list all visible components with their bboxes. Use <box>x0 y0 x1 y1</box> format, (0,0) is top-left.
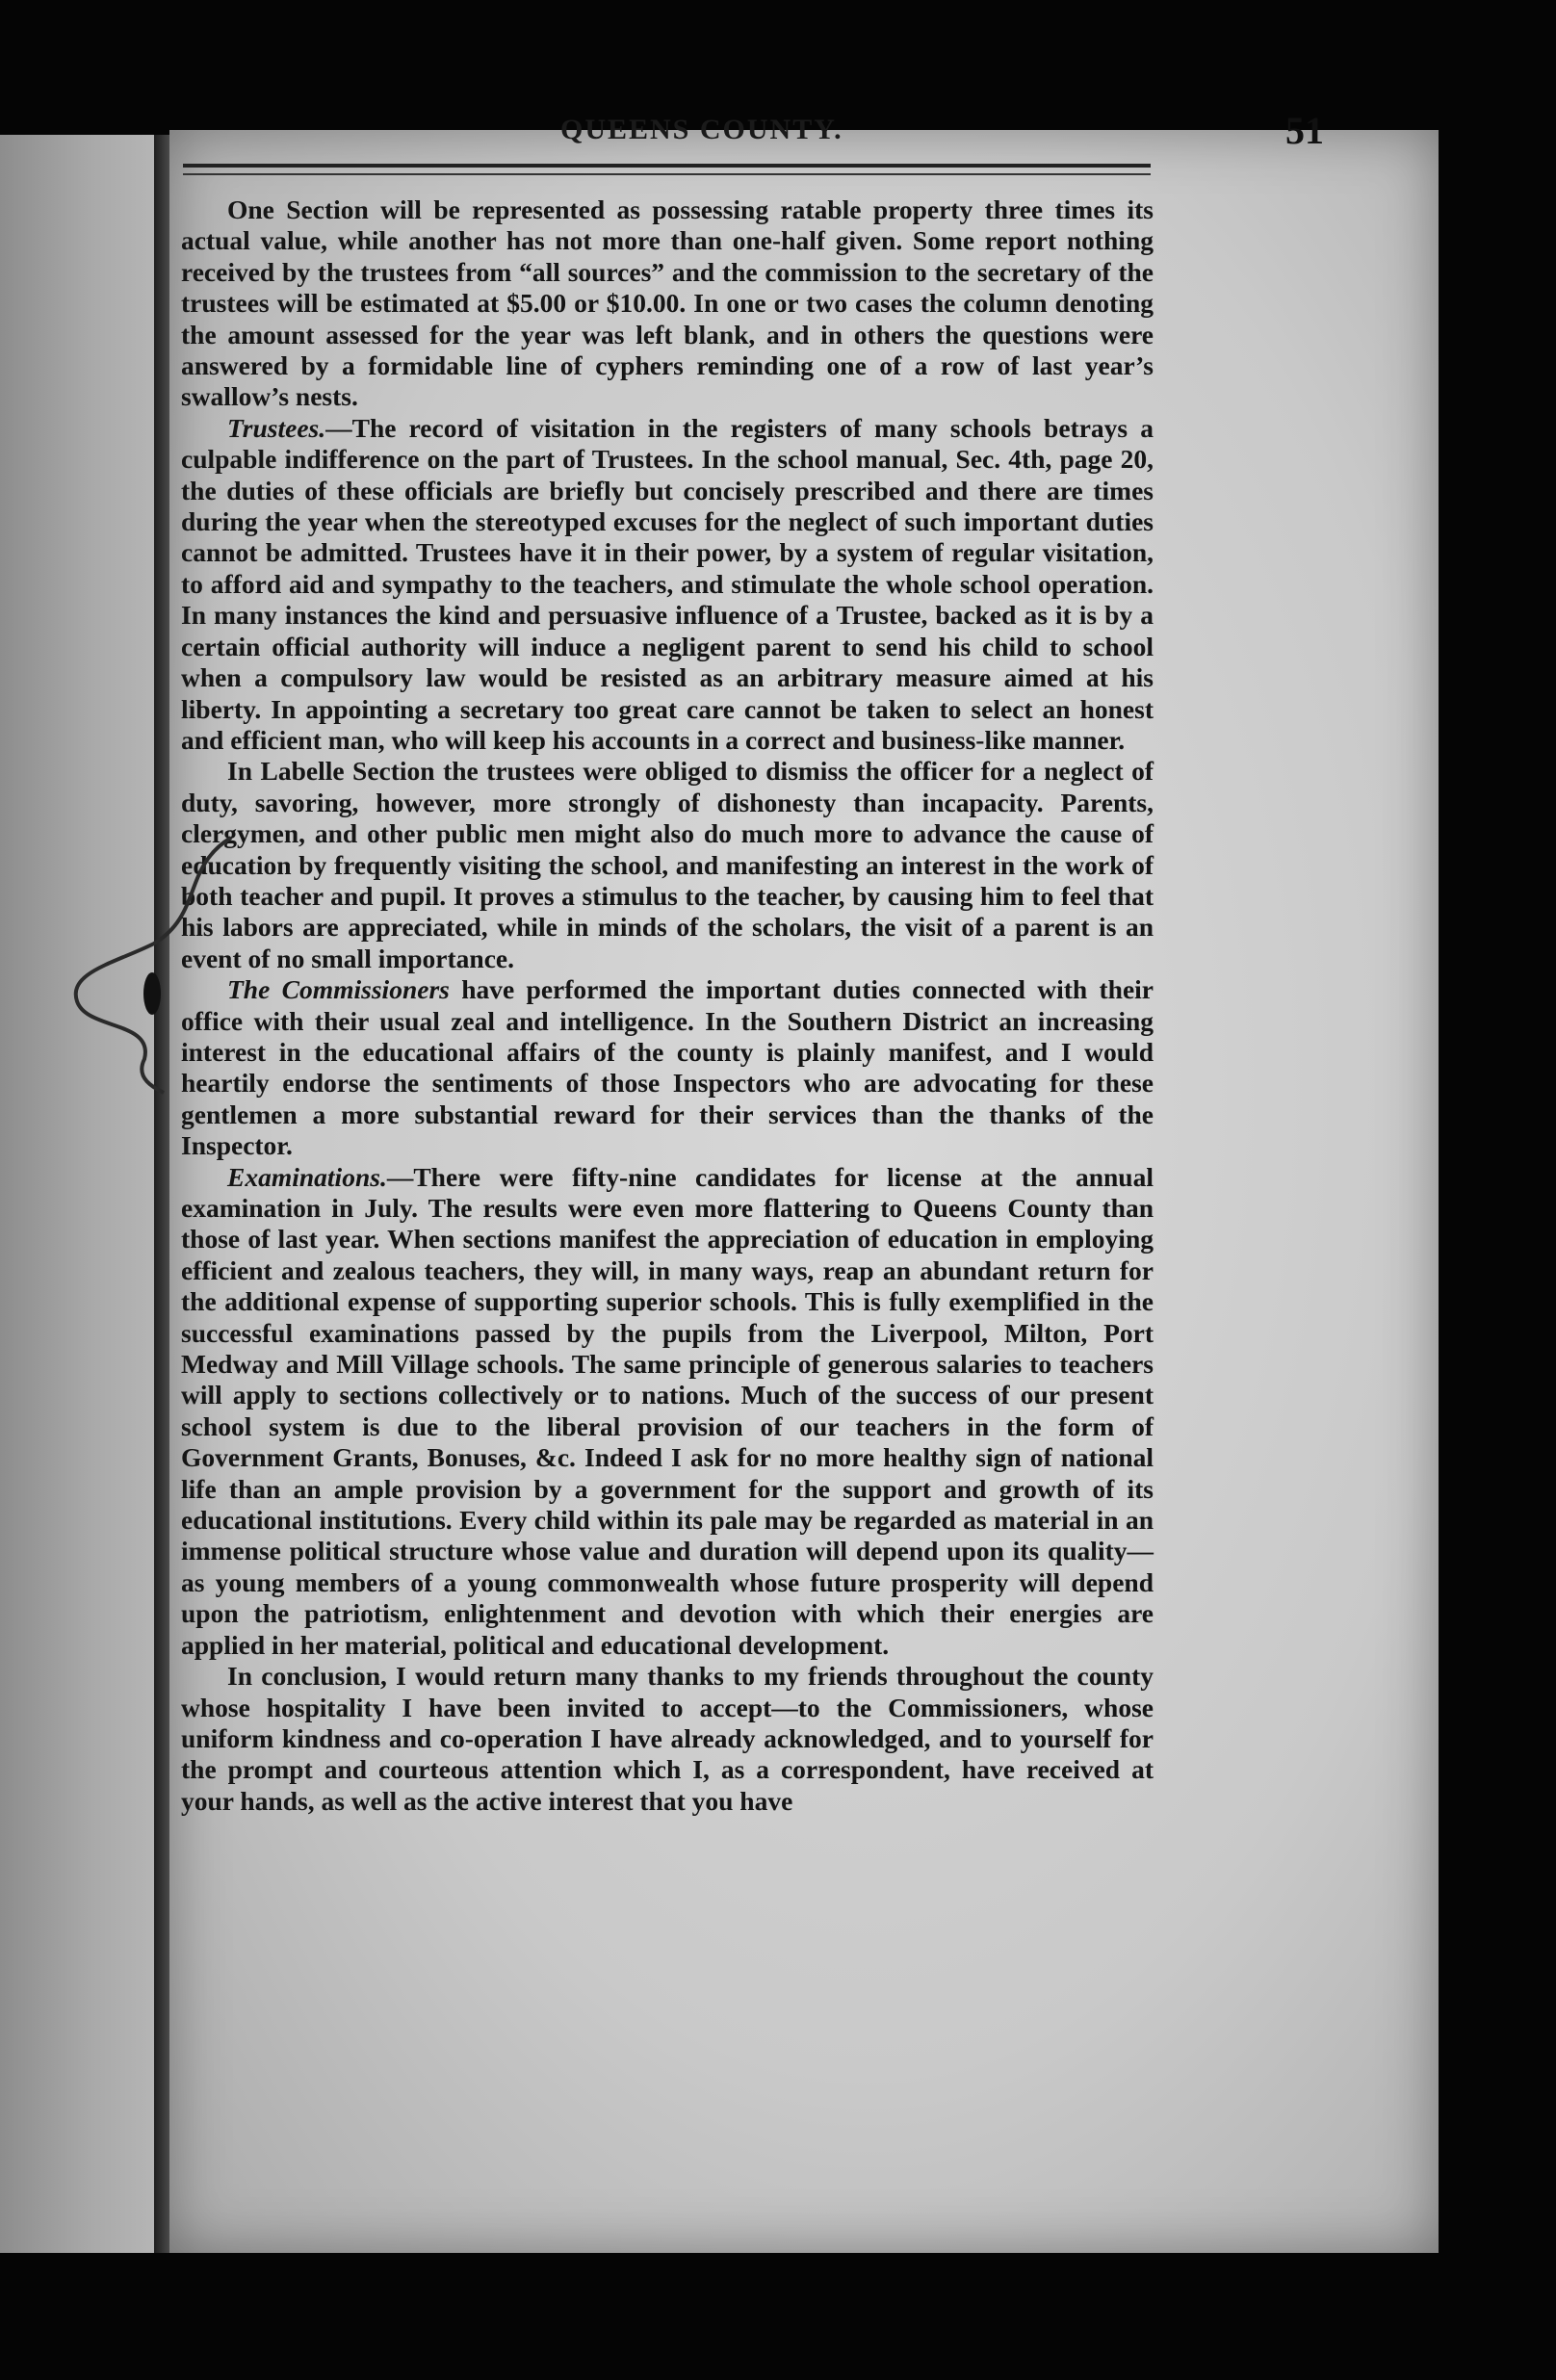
page-body <box>181 194 1154 1985</box>
paragraph-commissioners <box>181 974 1154 1161</box>
running-title: QUEENS COUNTY. <box>560 114 843 145</box>
page-header <box>183 109 1324 156</box>
header-rule <box>183 164 1151 175</box>
margin-pencil-mark <box>39 828 250 1098</box>
paragraph <box>181 194 1154 413</box>
paragraph-text: —There were fifty-nine candidates for license at the annual examination in July. The results were even more flattering to Queens County than those of last year. When sections manifest the appreciation of education in employing efficient and zealous teachers, they will, in many ways, reap an abundant return for the additional expense of supporting superior schools. This is fully exemplified in the successful examinations passed by the pupils from the Liverpool, Milton, Port Medway and Mill Village schools. The same principle of generous salaries to teachers will apply to sections collectively or to nations. Much of the success of our present school system is due to the liberal provision of our teachers in the form of Government Grants, Bonuses, &c. Indeed I ask for no more healthy sign of national life than an ample provision by a government for the support and growth of its educational institutions. Every child within its pale may be regarded as material in an immense political structure whose value and duration will depend upon its quality—as young members of a young commonwealth whose future prosperity will depend upon the patriotism, enlightenment and devotion with which their energies are applied in her material, political and educational development. <box>181 1161 1154 1660</box>
paragraph-examinations <box>181 1162 1154 1662</box>
facing-page-edge <box>0 135 154 2253</box>
paragraph-lead: Trustees. <box>227 412 326 443</box>
page-number: 51 <box>1285 109 1324 152</box>
paragraph-text: —The record of visitation in the registers of many schools betrays a culpable indifference on the part of Trustees. In the school manual, Sec. 4th, page 20, the duties of these officials are briefly but concisely prescribed and there are times during the year when the stereotyped excuses for the neglect of such important duties cannot be admitted. Trustees have it in their power, by a system of regular visitation, to afford aid and sympathy to the teachers, and stimulate the whole school operation. In many instances the kind and persuasive influence of a Trustee, backed as it is by a certain official authority will induce a negligent parent to send his child to school when a compulsory law would be resisted as an arbitrary measure aimed at his liberty. In appointing a secretary too great care cannot be taken to select an honest and efficient man, who will keep his accounts in a correct and business-like manner. <box>181 412 1154 755</box>
paragraph <box>181 756 1154 974</box>
paragraph-conclusion <box>181 1661 1154 1817</box>
paragraph-trustees <box>181 413 1154 756</box>
paragraph-text: In Labelle Section the trustees were obliged to dismiss the officer for a neglect of duty, savoring, however, more strongly of dishonesty than incapacity. Parents, clergymen, and other public men might also do much more to advance the cause of education by frequently visiting the school, and manifesting an interest in the work of both teacher and pupil. It proves a stimulus to the teacher, by causing him to feel that his labors are appreciated, while in minds of the scholars, the visit of a parent is an event of no small importance. <box>181 756 1154 973</box>
paragraph-lead: The Commissioners <box>227 974 450 1005</box>
paragraph-lead: Examinations. <box>227 1161 387 1192</box>
paragraph-text: One Section will be represented as possessing ratable property three times its actual value, while another has not more than one-half given. Some report nothing received by the trustees from “all sources” and the commission to the secretary of the trustees will be estimated at $5.00 or $10.00. In one or two cases the column denoting the amount assessed for the year was left blank, and in others the questions were answered by a formidable line of cyphers reminding one of a row of last year’s swallow’s nests. <box>181 194 1154 412</box>
paragraph-text: In conclusion, I would return many thanks to my friends throughout the county whose hospitality I have been invited to accept—to the Commissioners, whose uniform kindness and co-operation I have already acknowledged, and to yourself for the prompt and courteous attention which I, as a correspondent, have received at your hands, as well as the active interest that you have <box>181 1661 1154 1816</box>
paragraph-text: have performed the important duties connected with their office with their usual zeal and intelligence. In the Southern District an increasing interest in the educational affairs of the county is plainly manifest, and I would heartily endorse the sentiments of those Inspectors who are advocating for these gentlemen a more substantial reward for their services than the thanks of the Inspector. <box>181 974 1154 1161</box>
book-gutter <box>154 135 169 2253</box>
